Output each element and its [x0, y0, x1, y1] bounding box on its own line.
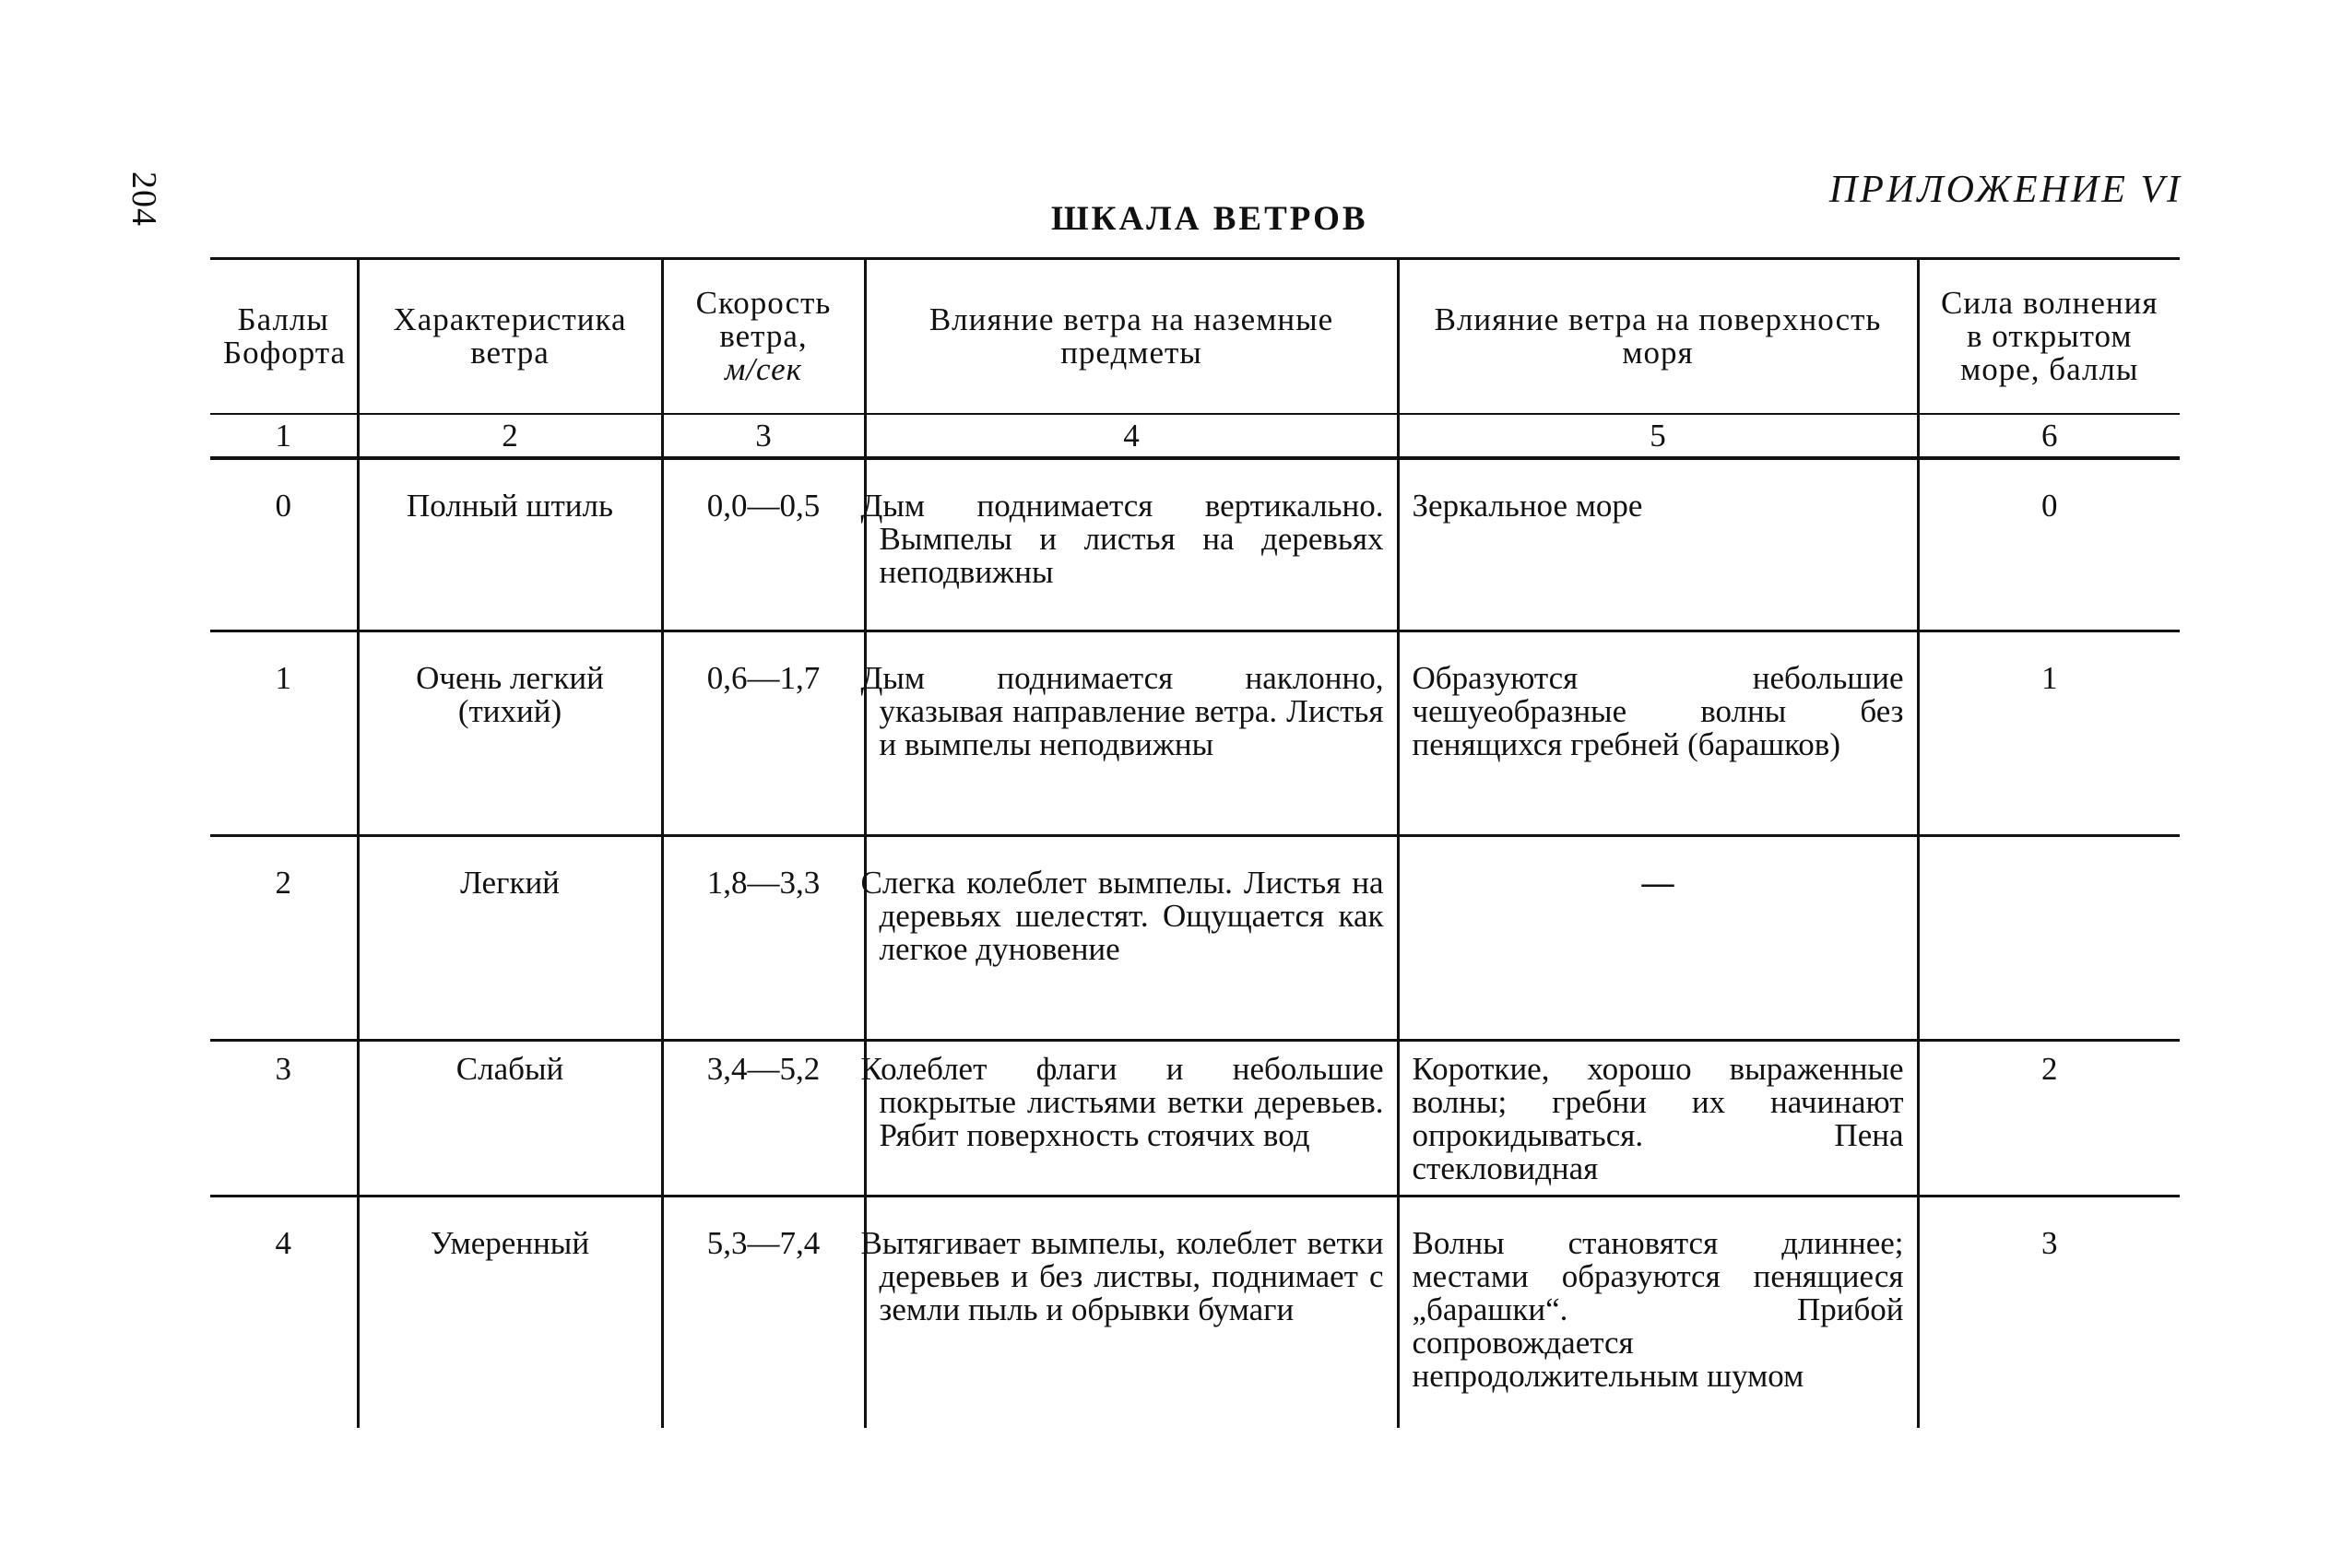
cell-speed: 3,4—5,2	[662, 1040, 865, 1196]
cell-land-effect: Дым поднимается вертикально. Вымпелы и листья на деревьях неподвижны	[865, 458, 1398, 631]
cell-wave-strength: 1	[1918, 631, 2180, 835]
cell-wave-strength	[1918, 835, 2180, 1040]
cell-land-effect: Дым поднимается наклонно, указывая направление ветра. Листья и вымпелы неподвижны	[865, 631, 1398, 835]
cell-speed: 0,6—1,7	[662, 631, 865, 835]
header-speed-label: Скорость ветра,	[695, 285, 832, 354]
header-sea-effect: Влияние ветра на поверхность моря	[1398, 259, 1918, 415]
cell-characteristic: Полный штиль	[358, 458, 662, 631]
header-wave-strength: Сила волнения в открытом море, баллы	[1918, 259, 2180, 415]
cell-sea-effect: —	[1398, 835, 1918, 1040]
cell-sea-effect: Образуются небольшие чешуеобразные волны без пенящихся гребней (барашков)	[1398, 631, 1918, 835]
cell-beaufort: 1	[210, 631, 358, 835]
cell-characteristic: Очень легкий (тихий)	[358, 631, 662, 835]
table-row	[210, 631, 2180, 835]
header-characteristic: Характеристика ветра	[358, 259, 662, 415]
cell-sea-effect: Зеркальное море	[1398, 458, 1918, 631]
appendix-label: ПРИЛОЖЕНИЕ VI	[1828, 169, 2182, 211]
cell-characteristic: Легкий	[358, 835, 662, 1040]
column-number: 2	[358, 414, 662, 458]
header-land-effect: Влияние ветра на наземные предметы	[865, 259, 1398, 415]
column-number: 4	[865, 414, 1398, 458]
header-beaufort: Баллы Бофорта	[210, 259, 358, 415]
cell-sea-effect: Волны становятся длиннее; местами образуются пенящиеся „барашки“. Прибой сопровождается непродолжительным шумом	[1398, 1196, 1918, 1428]
header-speed-unit: м/сек	[724, 351, 803, 387]
cell-speed: 1,8—3,3	[662, 835, 865, 1040]
column-number: 5	[1398, 414, 1918, 458]
column-number: 3	[662, 414, 865, 458]
table-row	[210, 835, 2180, 1040]
cell-beaufort: 3	[210, 1040, 358, 1196]
cell-beaufort: 2	[210, 835, 358, 1040]
cell-speed: 5,3—7,4	[662, 1196, 865, 1428]
cell-wave-strength: 3	[1918, 1196, 2180, 1428]
cell-land-effect: Вытягивает вымпелы, колеблет ветки деревьев и без листвы, поднимает с земли пыль и обрывки бумаги	[865, 1196, 1398, 1428]
wind-scale-table	[210, 257, 2180, 1428]
header-speed	[662, 259, 865, 415]
cell-land-effect: Слегка колеблет вымпелы. Листья на деревьях шелестят. Ощущается как легкое дуновение	[865, 835, 1398, 1040]
column-number: 6	[1918, 414, 2180, 458]
cell-wave-strength: 0	[1918, 458, 2180, 631]
cell-land-effect: Колеблет флаги и небольшие покрытые листьями ветки деревьев. Рябит поверхность стоячих вод	[865, 1040, 1398, 1196]
column-number-row	[210, 414, 2180, 458]
table-row	[210, 1040, 2180, 1196]
cell-sea-effect: Короткие, хорошо выраженные волны; гребни их начинают опрокидываться. Пена стекловидная	[1398, 1040, 1918, 1196]
cell-beaufort: 0	[210, 458, 358, 631]
cell-characteristic: Умеренный	[358, 1196, 662, 1428]
page-number: 204	[124, 171, 163, 227]
cell-beaufort: 4	[210, 1196, 358, 1428]
cell-speed: 0,0—0,5	[662, 458, 865, 631]
cell-wave-strength: 2	[1918, 1040, 2180, 1196]
page-title: ШКАЛА ВЕТРОВ	[1051, 200, 1368, 238]
header-row	[210, 259, 2180, 415]
column-number: 1	[210, 414, 358, 458]
table-row	[210, 1196, 2180, 1428]
table-row	[210, 458, 2180, 631]
cell-characteristic: Слабый	[358, 1040, 662, 1196]
